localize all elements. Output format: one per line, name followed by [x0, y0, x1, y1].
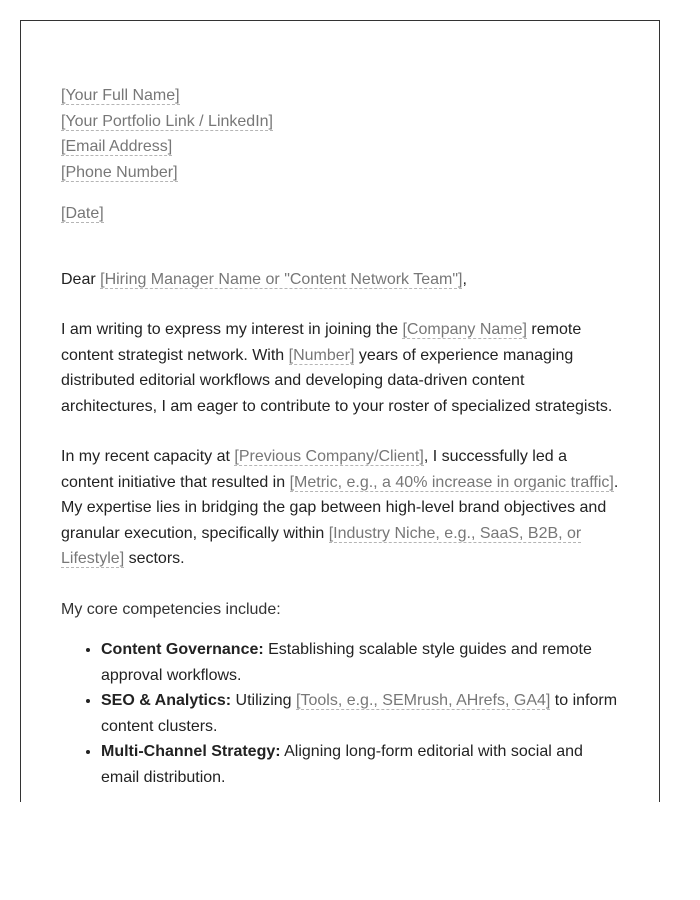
paragraph-experience: [61, 444, 623, 572]
competency-text: to inform content clusters.: [101, 692, 618, 735]
placeholder-industry-niche[interactable]: [Industry Niche, e.g., SaaS, B2B, or Lifestyle]: [61, 524, 582, 567]
placeholder-email[interactable]: [Email Address]: [61, 138, 173, 155]
paragraph-intro-text-1: I am writing to express my interest in joining the: [61, 321, 403, 338]
paragraph-experience-text-4: sectors.: [124, 550, 185, 567]
placeholder-full-name[interactable]: [Your Full Name]: [61, 87, 180, 104]
competency-title: Content Governance:: [101, 641, 264, 658]
paragraph-intro: [61, 317, 623, 419]
placeholder-portfolio-link[interactable]: [Your Portfolio Link / LinkedIn]: [61, 112, 273, 130]
placeholder-company-name[interactable]: [Company Name]: [402, 321, 527, 338]
letter-body: [61, 83, 623, 790]
letter-page: [20, 20, 660, 802]
placeholder-years[interactable]: [Number]: [288, 346, 355, 364]
salutation-suffix: ,: [462, 270, 467, 288]
list-item: [101, 637, 623, 688]
competency-title: SEO & Analytics:: [101, 692, 232, 709]
salutation-prefix: Dear: [61, 270, 101, 288]
list-item: [101, 739, 623, 790]
competencies-list: [61, 637, 623, 790]
paragraph-experience-text-3: . My expertise lies in bridging the gap between high-level brand objectives and granular execution, specifically within: [61, 473, 619, 542]
paragraph-experience-text-1: In my recent capacity at: [61, 448, 235, 465]
competency-text: Utilizing: [231, 692, 297, 709]
competency-text: Establishing scalable style guides and remote approval workflows.: [101, 641, 592, 684]
list-item: [101, 688, 623, 739]
placeholder-hiring-manager[interactable]: [Hiring Manager Name or "Content Network Team"]: [100, 270, 463, 288]
placeholder-phone[interactable]: [Phone Number]: [61, 163, 178, 181]
paragraph-intro-text-2: remote content strategist network. With: [61, 321, 582, 364]
contact-block: [61, 83, 623, 227]
placeholder-tools[interactable]: [Tools, e.g., SEMrush, AHrefs, GA4]: [296, 692, 551, 709]
placeholder-metric[interactable]: [Metric, e.g., a 40% increase in organic traffic]: [289, 473, 614, 491]
paragraph-intro-text-3: years of experience managing distributed editorial workflows and developing data-driven content architectures, I am eager to contribute to your roster of specialized strategists.: [61, 346, 613, 415]
placeholder-previous-company[interactable]: [Previous Company/Client]: [234, 448, 424, 465]
salutation: [61, 267, 623, 293]
paragraph-experience-text-2: , I successfully led a content initiative that resulted in: [61, 448, 567, 491]
competency-title: Multi-Channel Strategy:: [101, 743, 281, 760]
competency-text: Aligning long-form editorial with social and email distribution.: [101, 743, 583, 786]
placeholder-date[interactable]: [Date]: [61, 205, 104, 222]
competencies-intro: My core competencies include:: [61, 600, 281, 618]
